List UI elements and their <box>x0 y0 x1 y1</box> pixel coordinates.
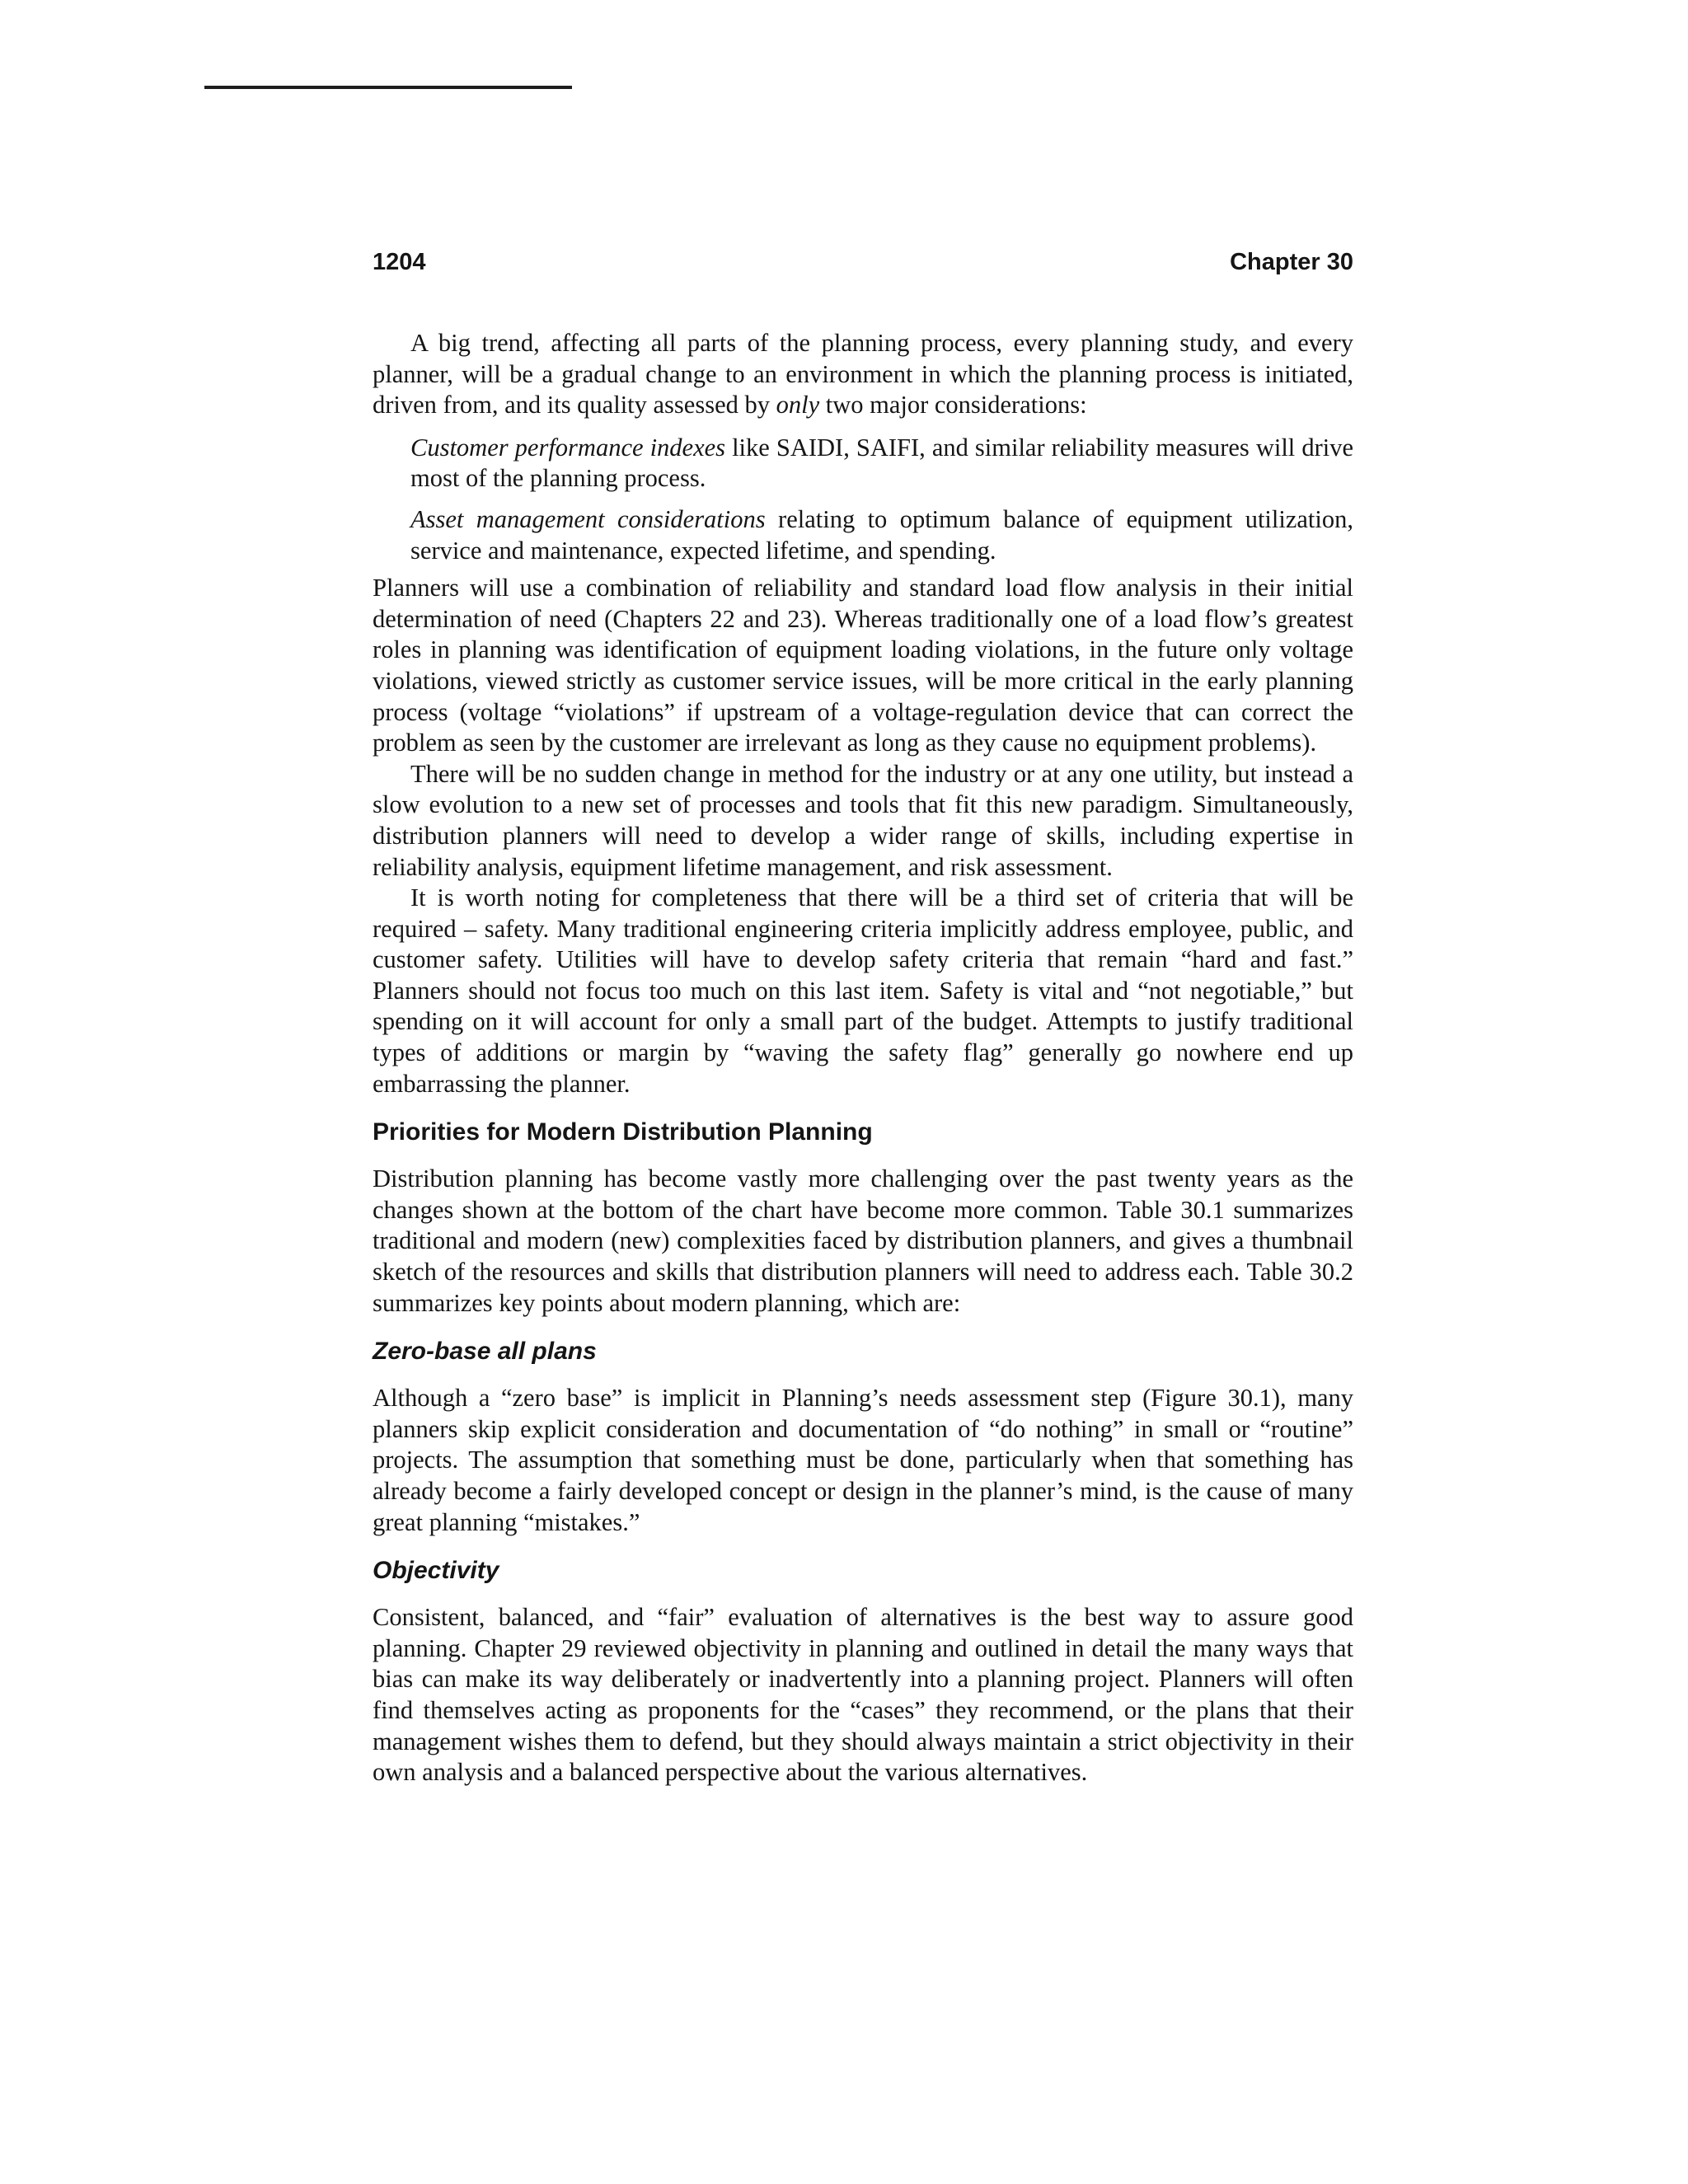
emphasis-only: only <box>776 391 820 419</box>
body-paragraph: There will be no sudden change in method for the industry or at any one utility, but instead a slow evolution to a new set of processes and tools that fit this new paradigm. Simultaneously, distribution planners will need to develop a wider range of skills, including expertise in reliability analysis, equipment lifetime management, and risk assessment. <box>373 759 1353 881</box>
chapter-label: Chapter 30 <box>1230 249 1353 275</box>
subsection-heading-zero-base: Zero-base all plans <box>373 1338 597 1366</box>
body-paragraph: Planners will use a combination of reliability and standard load flow analysis in their initial determination of need (Chapters 22 and 23). Whereas traditionally one of a load flow’s greatest roles in planning was identification of equipment loading violations, in the future only voltage violations, viewed strictly as customer service issues, will be more critical in the early planning process (voltage “violations” if upstream of a voltage-regulation device that can correct the problem as seen by the customer are irrelevant as long as they cause no equipment problems). <box>373 574 1353 757</box>
section-heading-priorities: Priorities for Modern Distribution Planning <box>373 1118 873 1146</box>
consideration-item: Asset management considerations relating to optimum balance of equipment utilization, service and maintenance, expected lifetime, and spending. <box>410 504 1354 565</box>
top-rule <box>204 86 572 89</box>
page-number: 1204 <box>373 249 426 275</box>
body-paragraph: Consistent, balanced, and “fair” evaluation of alternatives is the best way to assure good planning. Chapter 29 reviewed objectivity in planning and outlined in detail the many ways that bias can make its way deliberately or inadvertently into a planning project. Planners will often find themselves acting as proponents for the “cases” they recommend, or the plans that their management wishes them to defend, but they should always maintain a strict objectivity in their own analysis and a balanced perspective about the various alternatives. <box>373 1603 1353 1787</box>
running-header <box>373 249 1353 282</box>
intro-paragraph: A big trend, affecting all parts of the planning process, every planning study, and every planner, will be a gradual change to an environment in which the planning process is initiated, driven from, and its quality assessed by only two major considerations: <box>373 329 1353 419</box>
consideration-lead: Asset management considerations <box>410 504 766 533</box>
body-paragraph: Distribution planning has become vastly more challenging over the past twenty years as the changes shown at the bottom of the chart have become more common. Table 30.1 summarizes traditional and modern (new) complexities faced by distribution planners, and gives a thumbnail sketch of the resources and skills that distribution planners will need to address each. Table 30.2 summarizes key points about modern planning, which are: <box>373 1165 1353 1317</box>
subsection-heading-objectivity: Objectivity <box>373 1557 499 1585</box>
consideration-item: Customer performance indexes like SAIDI, SAIFI, and similar reliability measures will drive most of the planning process. <box>410 433 1353 493</box>
consideration-lead: Customer performance indexes <box>410 433 726 462</box>
page-body <box>373 328 1353 1788</box>
body-paragraph: It is worth noting for completeness that there will be a third set of criteria that will be required – safety. Many traditional engineering criteria implicitly address employee, public, and customer safety. Utilities will have to develop safety criteria that remain “hard and fast.” Planners should not focus too much on this last item. Safety is vital and “not negotiable,” but spending on it will account for only a small part of the budget. Attempts to justify traditional types of additions or margin by “waving the safety flag” generally go nowhere end up embarrassing the planner. <box>373 883 1353 1098</box>
body-paragraph: Although a “zero base” is implicit in Planning’s needs assessment step (Figure 30.1), many planners skip explicit consideration and documentation of “do nothing” in small or “routine” projects. The assumption that something must be done, particularly when that something has already become a fairly developed concept or design in the planner’s mind, is the cause of many great planning “mistakes.” <box>373 1384 1353 1536</box>
